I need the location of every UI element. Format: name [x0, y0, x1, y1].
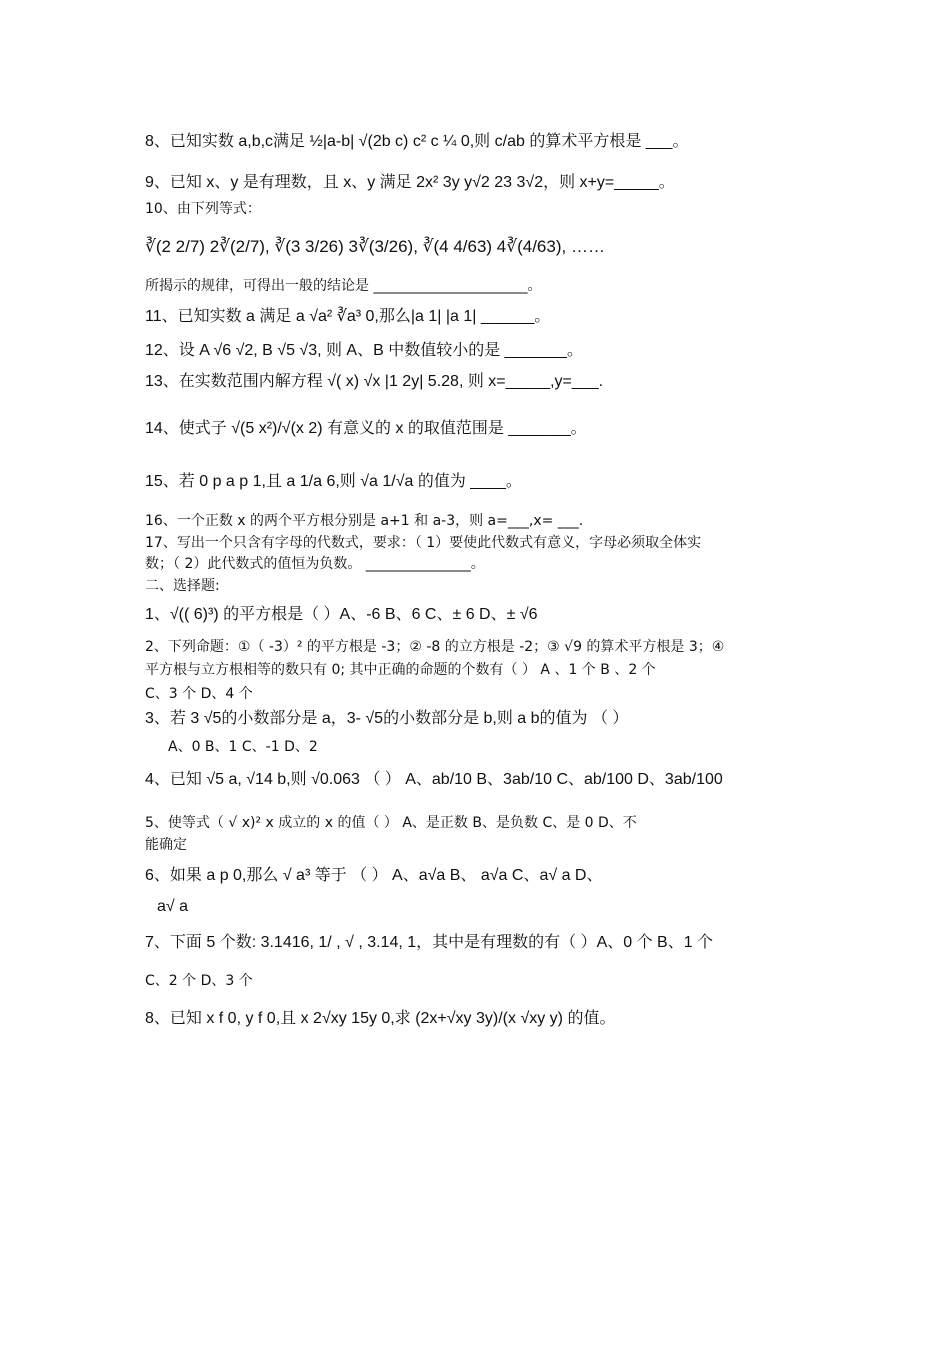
question-8: 8、已知实数 a,b,c满足 ½|a-b| √(2b c) c² c ¼ 0,则 c/ab 的算术平方根是 ___。 [145, 133, 689, 150]
choice-2-line3: C、3 个 D、4 个 [145, 686, 253, 702]
section-title-choice: 二、选择题: [145, 578, 220, 594]
choice-3: 3、若 3 √5的小数部分是 a，3- √5的小数部分是 b,则 a b的值为 （ ） [145, 710, 629, 727]
question-10-equations: ∛(2 2/7) 2∛(2/7), ∛(3 3/26) 3∛(3/26), ∛(4 4/63) 4∛(4/63), …… [145, 237, 605, 256]
question-14: 14、使式子 √(5 x²)/√(x 2) 有意义的 x 的取值范围是 _______。 [145, 420, 587, 437]
question-12: 12、设 A √6 √2, B √5 √3, 则 A、B 中数值较小的是 _______。 [145, 342, 583, 359]
choice-1: 1、√(( 6)³) 的平方根是（ ）A、-6 B、6 C、± 6 D、± √6 [145, 606, 538, 623]
choice-6-line1: 6、如果 a p 0,那么 √ a³ 等于 （ ） A、a√a B、 a√a C、a√ a D、 [145, 867, 603, 884]
question-15: 15、若 0 p a p 1,且 a 1/a 6,则 √a 1/√a 的值为 ____。 [145, 473, 522, 490]
question-11: 11、已知实数 a 满足 a √a² ∛a³ 0,那么|a 1| |a 1| ______。 [145, 308, 551, 325]
choice-4: 4、已知 √5 a, √14 b,则 √0.063 （ ） A、ab/10 B、3ab/10 C、ab/100 D、3ab/100 [145, 771, 723, 788]
choice-5-line2: 能确定 [145, 837, 187, 853]
question-16: 16、一个正数 x 的两个平方根分别是 a+1 和 a-3，则 a=___,x= ___. [145, 513, 584, 529]
choice-5-line1: 5、使等式（ √ x)² x 成立的 x 的值（ ） A、是正数 B、是负数 C、是 0 D、不 [145, 815, 637, 831]
question-17-line2: 数；（ 2）此代数式的值恒为负数。 _______________。 [145, 556, 485, 572]
choice-7-line1: 7、下面 5 个数: 3.1416, 1/ , √ , 3.14, 1，其中是有理数的有（ ）A、0 个 B、1 个 [145, 934, 714, 951]
choice-7-line2: C、2 个 D、3 个 [145, 973, 253, 989]
question-17-line1: 17、写出一个只含有字母的代数式，要求：（ 1）要使此代数式有意义，字母必须取全体实 [145, 535, 702, 551]
question-9: 9、已知 x、y 是有理数，且 x、y 满足 2x² 3y y√2 23 3√2，则 x+y=_____。 [145, 174, 675, 191]
choice-2-line2: 平方根与立方根相等的数只有 0; 其中正确的命题的个数有（ ） A 、1 个 B 、2 个 [145, 662, 656, 678]
choice-3-options: A、0 B、1 C、-1 D、2 [168, 739, 318, 755]
question-10-conclusion: 所揭示的规律，可得出一般的结论是 ______________________。 [145, 278, 542, 294]
choice-6-line2: a√ a [157, 898, 189, 915]
choice-2-line1: 2、下列命题：①（ -3）² 的平方根是 -3；② -8 的立方根是 -2；③ √9 的算术平方根是 3；④ [145, 639, 725, 655]
question-13: 13、在实数范围内解方程 √( x) √x |1 2y| 5.28, 则 x=_____,y=___. [145, 373, 604, 390]
question-10: 10、由下列等式： [145, 201, 261, 217]
choice-8: 8、已知 x f 0, y f 0,且 x 2√xy 15y 0,求 (2x+√xy 3y)/(x √xy y) 的值。 [145, 1010, 616, 1027]
